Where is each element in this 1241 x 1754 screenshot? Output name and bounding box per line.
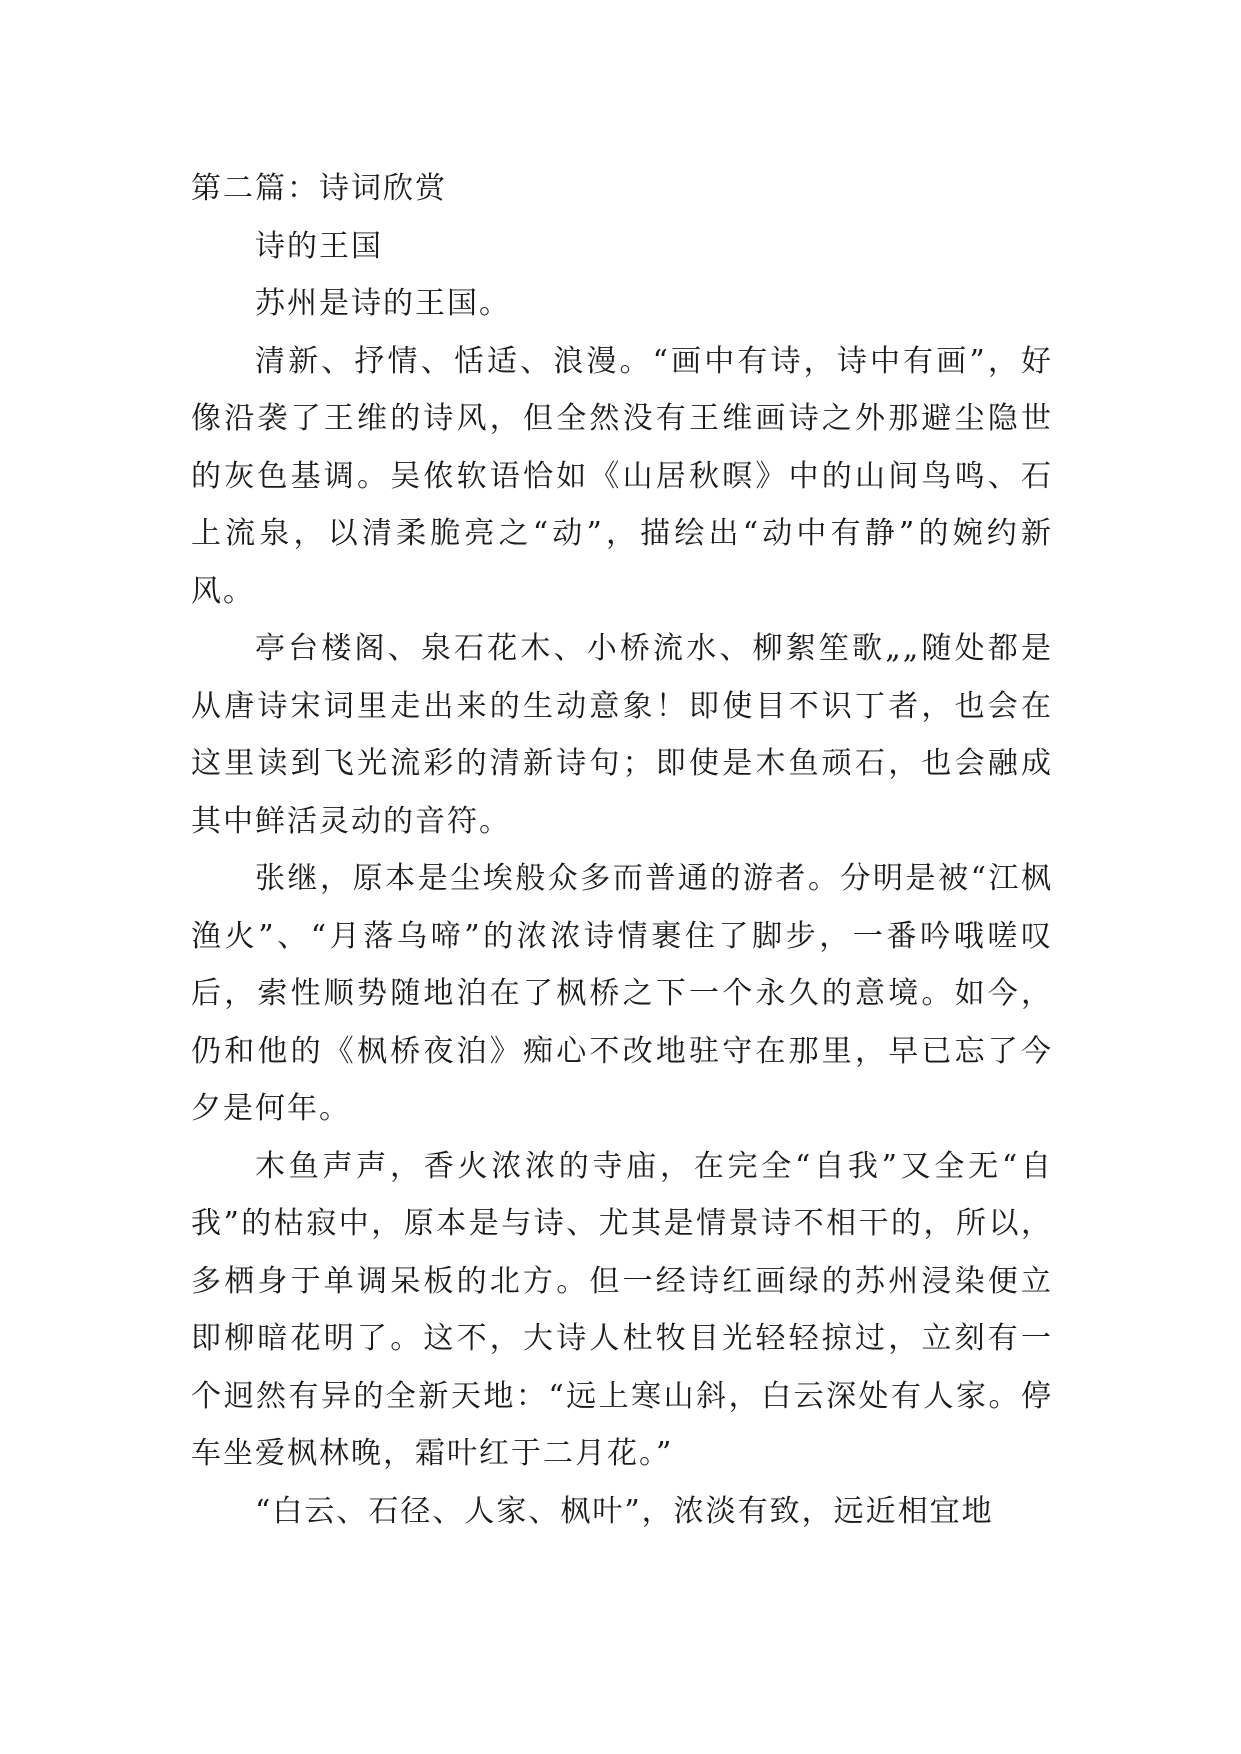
paragraph-intro: 苏州是诗的王国。 [255, 286, 511, 321]
paragraph-zhangji: 张继，原本是尘埃般众多而普通的游者。分明是被“江枫渔火”、“月落乌啼”的浓浓诗情裹住了脚步，一番吟哦嗟叹后，索性顺势随地泊在了枫桥之下一个永久的意境。如今，仍和他的《枫桥夜泊》痴心不改地驻守在那里，早已忘了今夕是何年。 [191, 861, 1053, 1126]
document-body [191, 160, 1053, 1540]
paragraph-temple: 木鱼声声，香火浓浓的寺庙，在完全“自我”又全无“自我”的枯寂中，原本是与诗、尤其是情景诗不相干的，所以，多栖身于单调呆板的北方。但一经诗红画绿的苏州浸染便立即柳暗花明了。这不，大诗人杜牧目光轻轻掠过，立刻有一个迥然有异的全新天地：“远上寒山斜，白云深处有人家。停车坐爱枫林晚，霜叶红于二月花。” [191, 1148, 1053, 1471]
poem-title: 诗的王国 [255, 228, 383, 264]
paragraph-imagery: 亭台楼阁、泉石花木、小桥流水、柳絮笙歌„„随处都是从唐诗宋词里走出来的生动意象！即使目不识丁者，也会在这里读到飞光流彩的清新诗句；即使是木鱼顽石，也会融成其中鲜活灵动的音符。 [191, 631, 1053, 839]
paragraph-landscape: “白云、石径、人家、枫叶”，浓淡有致，远近相宜地 [255, 1493, 994, 1529]
paragraph-style: 清新、抒情、恬适、浪漫。“画中有诗，诗中有画”，好像沿袭了王维的诗风，但全然没有王维画诗之外那避尘隐世的灰色基调。吴侬软语恰如《山居秋暝》中的山间鸟鸣、石上流泉，以清柔脆亮之“动”，描绘出“动中有静”的婉约新风。 [191, 343, 1053, 609]
document-heading: 第二篇：诗词欣赏 [191, 171, 447, 206]
